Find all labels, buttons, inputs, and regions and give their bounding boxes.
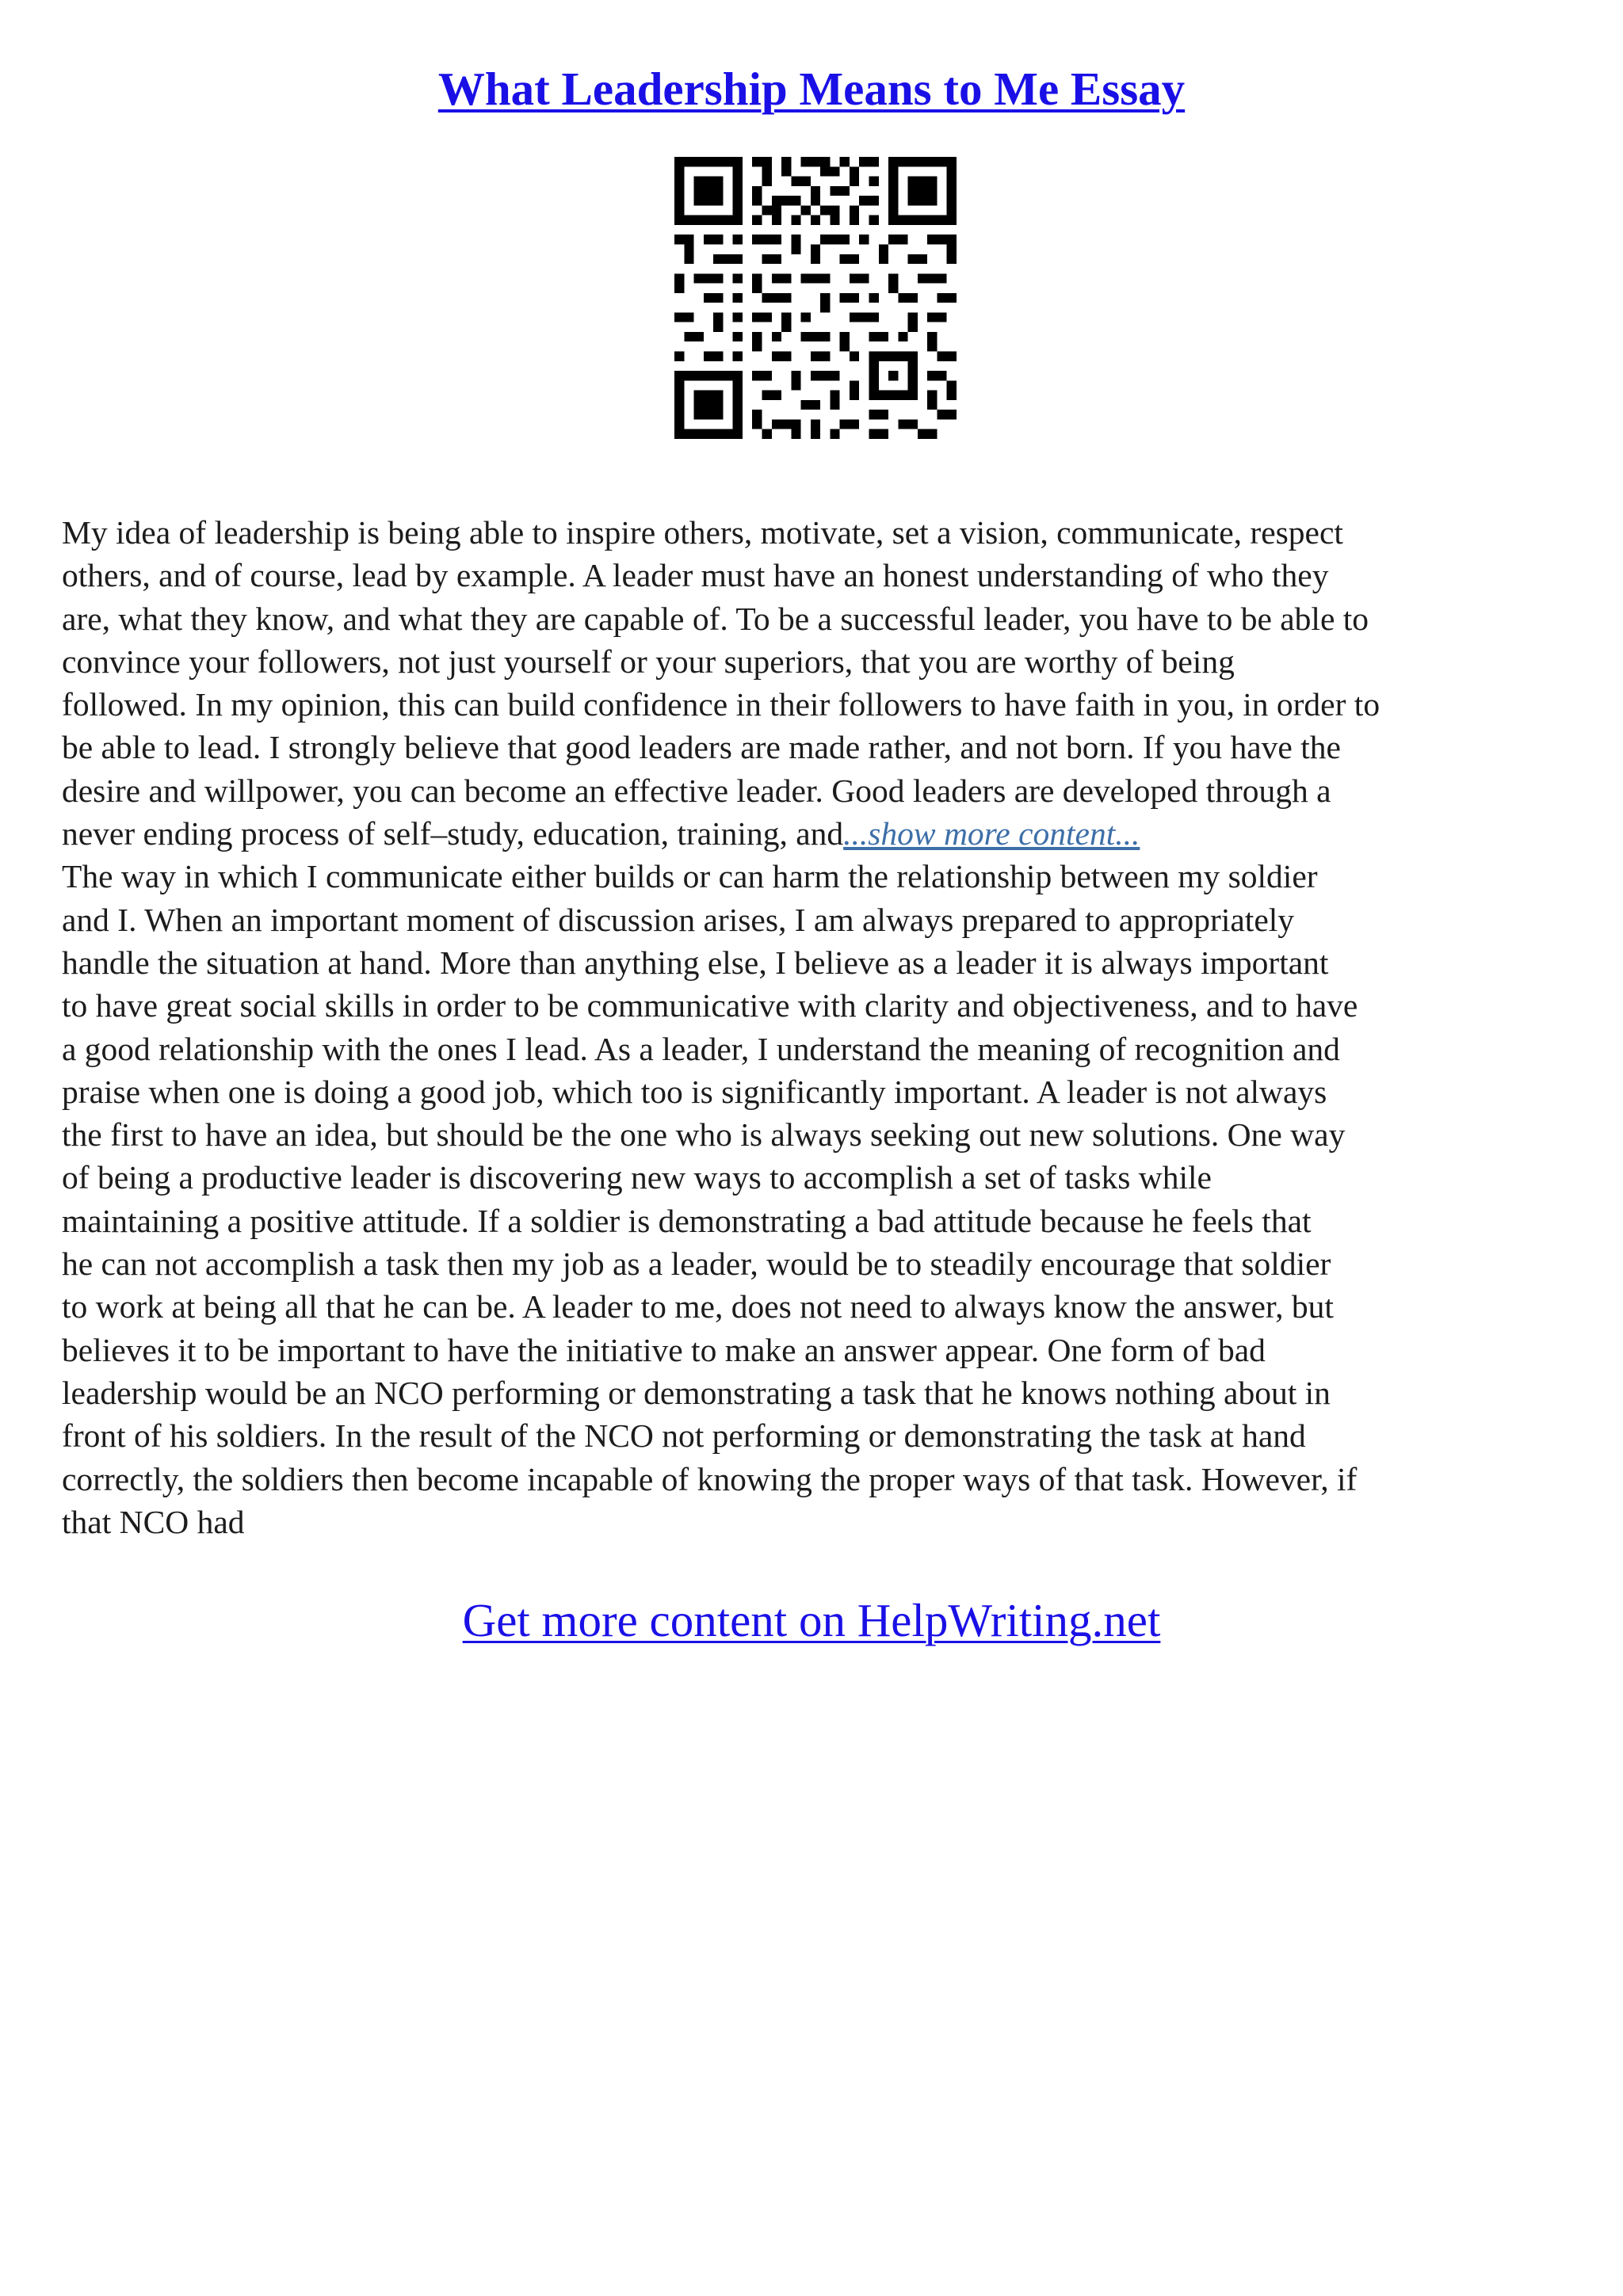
qr-code-icon [674, 157, 957, 439]
text-line: My idea of leadership is being able to inspire others, motivate, set a vision, communicate, respect [62, 514, 1343, 551]
text-line: front of his soldiers. In the result of the NCO not performing or demonstrating the task at hand [62, 1417, 1306, 1455]
essay-body [62, 511, 1568, 1543]
text-line: leadership would be an NCO performing or demonstrating a task that he knows nothing about in [62, 1374, 1331, 1411]
text-line: a good relationship with the ones I lead. As a leader, I understand the meaning of recognition and [62, 1030, 1340, 1067]
title-link[interactable]: What Leadership Means to Me Essay [437, 63, 1186, 115]
text-line: correctly, the soldiers then become incapable of knowing the proper ways of that task. However, if [62, 1460, 1358, 1497]
text-line: desire and willpower, you can become an effective leader. Good leaders are developed through a [62, 772, 1331, 809]
text-line: of being a productive leader is discovering new ways to accomplish a set of tasks while [62, 1159, 1212, 1196]
text-line: praise when one is doing a good job, which too is significantly important. A leader is not always [62, 1073, 1327, 1110]
show-more-link[interactable]: ...show more content... [843, 815, 1140, 852]
get-more-content-link[interactable]: Get more content on HelpWriting.net [462, 1594, 1161, 1646]
text-line: handle the situation at hand. More than anything else, I believe as a leader it is always important [62, 944, 1329, 981]
text-line: maintaining a positive attitude. If a soldier is demonstrating a bad attitude because he feels that [62, 1202, 1312, 1239]
text-line: convince your followers, not just yourself or your superiors, that you are worthy of being [62, 643, 1235, 680]
footer [0, 1589, 1623, 1652]
text-line-with-link [62, 812, 1568, 855]
text-line: are, what they know, and what they are capable of. To be a successful leader, you have to be able to [62, 600, 1369, 637]
text-line: he can not accomplish a task then my job as a leader, would be to steadily encourage that soldier [62, 1245, 1331, 1283]
text-line: the first to have an idea, but should be the one who is always seeking out new solutions. One way [62, 1116, 1346, 1154]
page-title [0, 57, 1623, 120]
text-line: that NCO had [62, 1503, 245, 1540]
text-line: believes it to be important to have the initiative to make an answer appear. One form of bad [62, 1331, 1266, 1368]
text-line: others, and of course, lead by example. A leader must have an honest understanding of who they [62, 557, 1329, 594]
text-line: to have great social skills in order to be communicative with clarity and objectiveness, and to have [62, 987, 1358, 1024]
text-line: to work at being all that he can be. A leader to me, does not need to always know the answer, but [62, 1288, 1334, 1325]
text-line: be able to lead. I strongly believe that good leaders are made rather, and not born. If you have the [62, 729, 1341, 766]
text-line: The way in which I communicate either builds or can harm the relationship between my soldier [62, 858, 1318, 895]
text-line: followed. In my opinion, this can build confidence in their followers to have faith in you, in order to [62, 686, 1381, 723]
paragraph1-last-text: never ending process of self–study, education, training, and [62, 815, 844, 852]
text-line: and I. When an important moment of discussion arises, I am always prepared to appropriately [62, 901, 1295, 938]
